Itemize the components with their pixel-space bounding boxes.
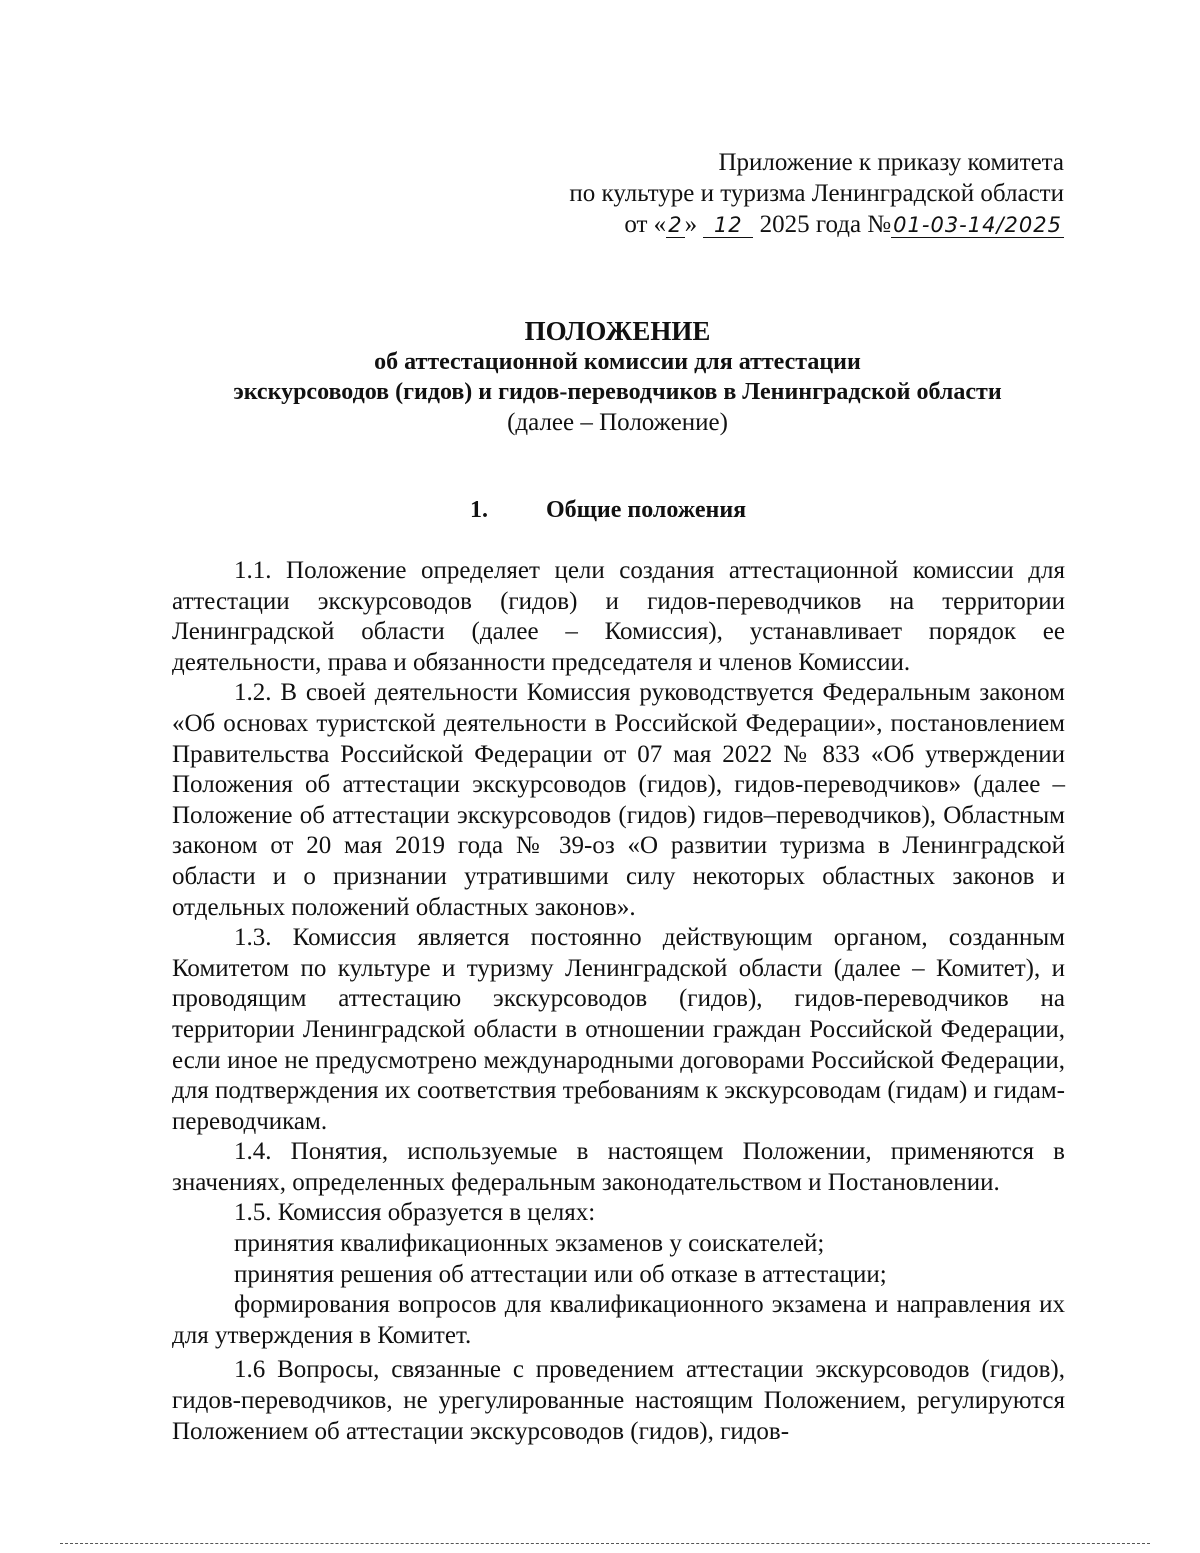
paragraph-1-6: 1.6 Вопросы, связанные с проведением аттестации экскурсоводов (гидов), гидов-переводчиков, не урегулированные настоящим Положением, регулируются Положением об аттестации экскурсоводов (гидов), гидов-	[172, 1356, 1065, 1445]
paragraph-1-5: 1.5. Комиссия образуется в целях:	[234, 1199, 596, 1227]
handwritten-order-number: 01-03-14/2025	[893, 213, 1062, 237]
paragraph-1-4: 1.4. Понятия, используемые в настоящем Положении, применяются в значениях, определенных федеральным законодательством и Постановлении.	[172, 1138, 1065, 1196]
paragraph-1-1: 1.1. Положение определяет цели создания аттестационной комиссии для аттестации экскурсоводов (гидов) и гидов-переводчиков на территории Ленинградской области (далее – Комиссия), устанавливает порядок ее деятельности, права и обязанности председателя и членов Комиссии.	[172, 557, 1065, 676]
list-item: формирования вопросов для квалификационного экзамена и направления их для утверждения в Комитет.	[172, 1291, 1065, 1349]
header-line-3	[569, 209, 1064, 240]
document-title: ПОЛОЖЕНИЕ	[524, 316, 711, 346]
date-mid: »	[684, 211, 704, 238]
header-line-2: по культуре и туризма Ленинградской области	[569, 180, 1064, 207]
document-title-block	[170, 315, 1065, 438]
document-body	[172, 556, 1065, 1447]
document-subtitle-1: об аттестационной комиссии для аттестации	[374, 349, 861, 375]
paragraph-1-2: 1.2. В своей деятельности Комиссия руководствуется Федеральным законом «Об основах туристской деятельности в Российской Федерации», постановлением Правительства Российской Федерации от 07 мая 2022 № 833 «Об утверждении Положения об аттестации экскурсоводов (гидов), гидов-переводчиков» (далее – Положение об аттестации экскурсоводов (гидов) гидов–переводчиков), Областным законом от 20 мая 2019 года № 39-оз «О развитии туризма в Ленинградской области и о признании утратившими силу некоторых областных законов и отдельных положений областных законов».	[172, 679, 1065, 921]
handwritten-month: 12	[703, 213, 753, 238]
section-number: 1.	[470, 497, 488, 523]
list-item: принятия решения об аттестации или об отказе в аттестации;	[234, 1260, 887, 1288]
approval-header	[569, 147, 1064, 240]
page-bottom-divider	[60, 1543, 1150, 1544]
date-year: 2025 года №	[753, 211, 892, 238]
handwritten-day: 2	[668, 213, 683, 237]
paragraph-1-3: 1.3. Комиссия является постоянно действующим органом, созданным Комитетом по культуре и туризму Ленинградской области (далее – Комитет), и проводящим аттестацию экскурсоводов (гидов), гидов-переводчиков на территории Ленинградской области в отношении граждан Российской Федерации, если иное не предусмотрено международными договорами Российской Федерации, для подтверждения их соответствия требованиям к экскурсоводам (гидам) и гидам-переводчикам.	[172, 924, 1065, 1135]
date-prefix: от «	[624, 211, 667, 238]
document-subtitle-2: экскурсоводов (гидов) и гидов-переводчиков в Ленинградской области	[233, 379, 1002, 405]
list-item: принятия квалификационных экзаменов у соискателей;	[234, 1230, 825, 1258]
section-heading	[470, 495, 746, 525]
header-line-1: Приложение к приказу комитета	[718, 149, 1064, 176]
section-title: Общие положения	[546, 497, 747, 523]
document-short-name: (далее – Положение)	[507, 409, 728, 436]
